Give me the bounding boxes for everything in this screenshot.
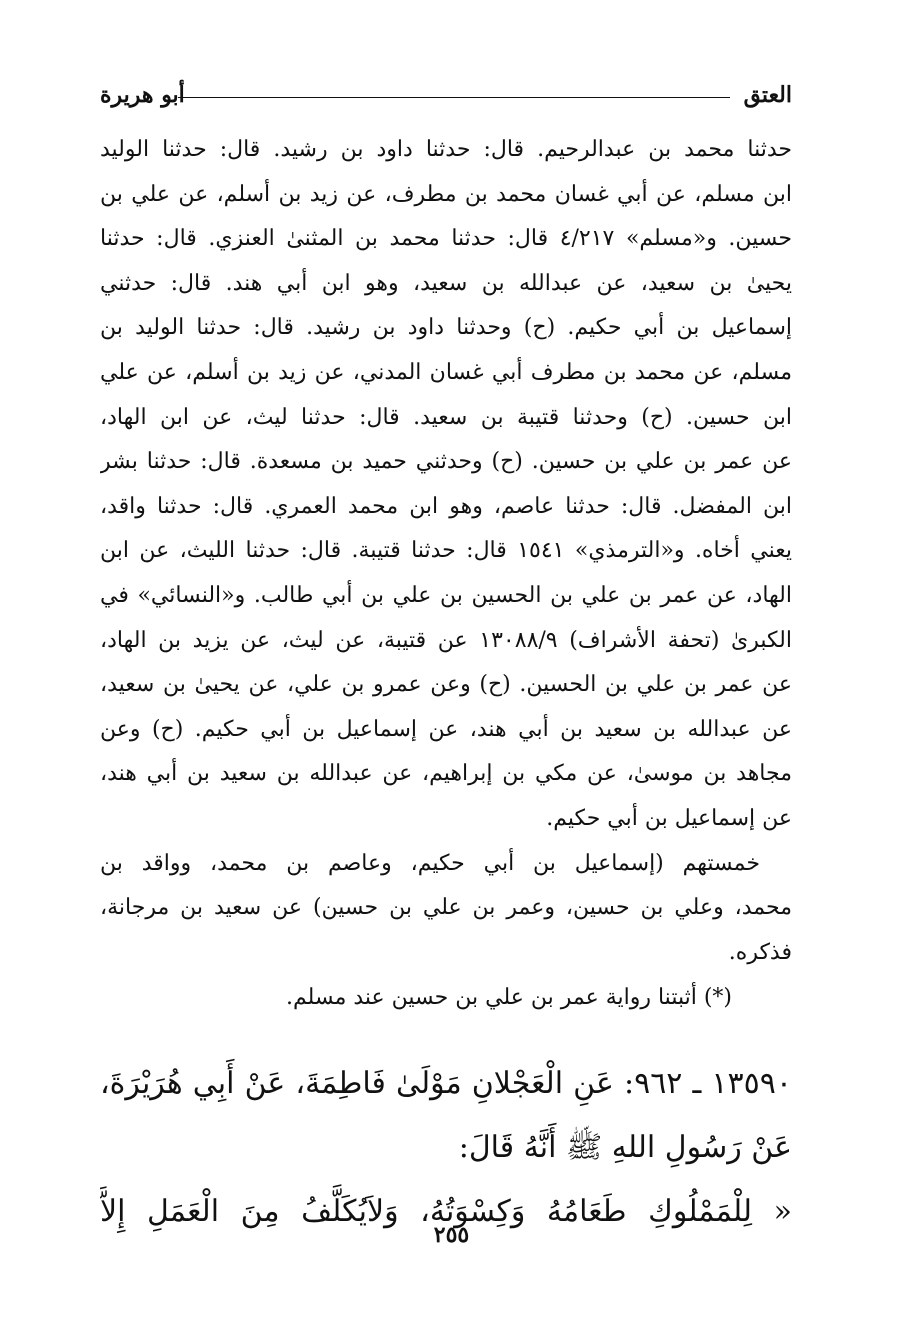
text-line: عن عبدالله بن سعيد بن أبي هند، عن إسماعيل بن أبي حكيم. (ح) وعن (100, 716, 792, 742)
text-line: الكبرىٰ (تحفة الأشراف) ١٣٠٨٨/٩ عن قتيبة، عن ليث، عن يزيد بن الهاد، (100, 627, 792, 653)
text-line: يحيىٰ بن سعيد، عن عبدالله بن سعيد، وهو ابن أبي هند. قال: حدثني (100, 270, 792, 296)
footnote (100, 976, 792, 1021)
text-line: إسماعيل بن أبي حكيم. (ح) وحدثنا داود بن رشيد. قال: حدثنا الوليد بن (100, 315, 792, 341)
text-line: حسين. و«مسلم» ٤/٢١٧ قال: حدثنا محمد بن المثنىٰ العنزي. قال: حدثنا (100, 226, 792, 252)
text-line: حدثنا محمد بن عبدالرحيم. قال: حدثنا داود بن رشيد. قال: حدثنا الوليد (100, 137, 792, 162)
text-line: مسلم، عن محمد بن مطرف أبي غسان المدني، عن زيد بن أسلم، عن علي (100, 359, 792, 385)
text-line: عن عمر بن علي بن الحسين. (ح) وعن عمرو بن علي، عن يحيىٰ بن سعيد، (100, 672, 792, 698)
text-line: ابن المفضل. قال: حدثنا عاصم، وهو ابن محمد العمري. قال: حدثنا واقد، (100, 493, 792, 519)
text-line: يعني أخاه. و«الترمذي» ١٥٤١ قال: حدثنا قتيبة. قال: حدثنا الليث، عن ابن (100, 538, 792, 564)
hadith-line: عَنْ رَسُولِ اللهِ ﷺ أَنَّهُ قَالَ: (458, 1130, 792, 1165)
footnote-text: (*) أثبتنا رواية عمر بن علي بن حسين عند مسلم. (286, 985, 732, 1010)
section-title: أبو هريرة (100, 82, 185, 108)
header-rule (178, 97, 730, 98)
page-number: ٢٥٥ (433, 1222, 470, 1248)
text-line: محمد، وعلي بن حسين، وعمر بن علي بن حسين) عن سعيد بن مرجانة، (100, 895, 792, 921)
takhrij-text (100, 128, 792, 975)
text-line: الهاد، عن عمر بن علي بن الحسين بن علي بن أبي طالب. و«النسائي» في (100, 582, 792, 608)
hadith-block (100, 1052, 792, 1244)
text-line: فذكره. (728, 939, 792, 965)
chapter-title: العتق (743, 82, 792, 108)
text-line: ابن حسين. (ح) وحدثنا قتيبة بن سعيد. قال: حدثنا ليث، عن ابن الهاد، (100, 404, 792, 430)
text-line: مجاهد بن موسىٰ، عن مكي بن إبراهيم، عن عبدالله بن سعيد بن أبي هند، (100, 761, 792, 787)
text-line: عن عمر بن علي بن حسين. (ح) وحدثني حميد بن مسعدة. قال: حدثنا بشر (100, 449, 792, 475)
text-line: خمستهم (إسماعيل بن أبي حكيم، وعاصم بن محمد، وواقد بن (100, 850, 760, 876)
hadith-line: « لِلْمَمْلُوكِ طَعَامُهُ وَكِسْوَتُهُ، وَلاَيُكَلَّفُ مِنَ الْعَمَلِ إِلاَّ (100, 1194, 792, 1229)
running-head (100, 76, 792, 116)
hadith-line: ١٣٥٩٠ ـ ٩٦٢: عَنِ الْعَجْلانِ مَوْلَىٰ فَاطِمَةَ، عَنْ أَبِي هُرَيْرَةَ، (100, 1066, 792, 1101)
text-line: ابن مسلم، عن أبي غسان محمد بن مطرف، عن زيد بن أسلم، عن علي بن (100, 181, 792, 207)
text-line: عن إسماعيل بن أبي حكيم. (546, 805, 792, 831)
